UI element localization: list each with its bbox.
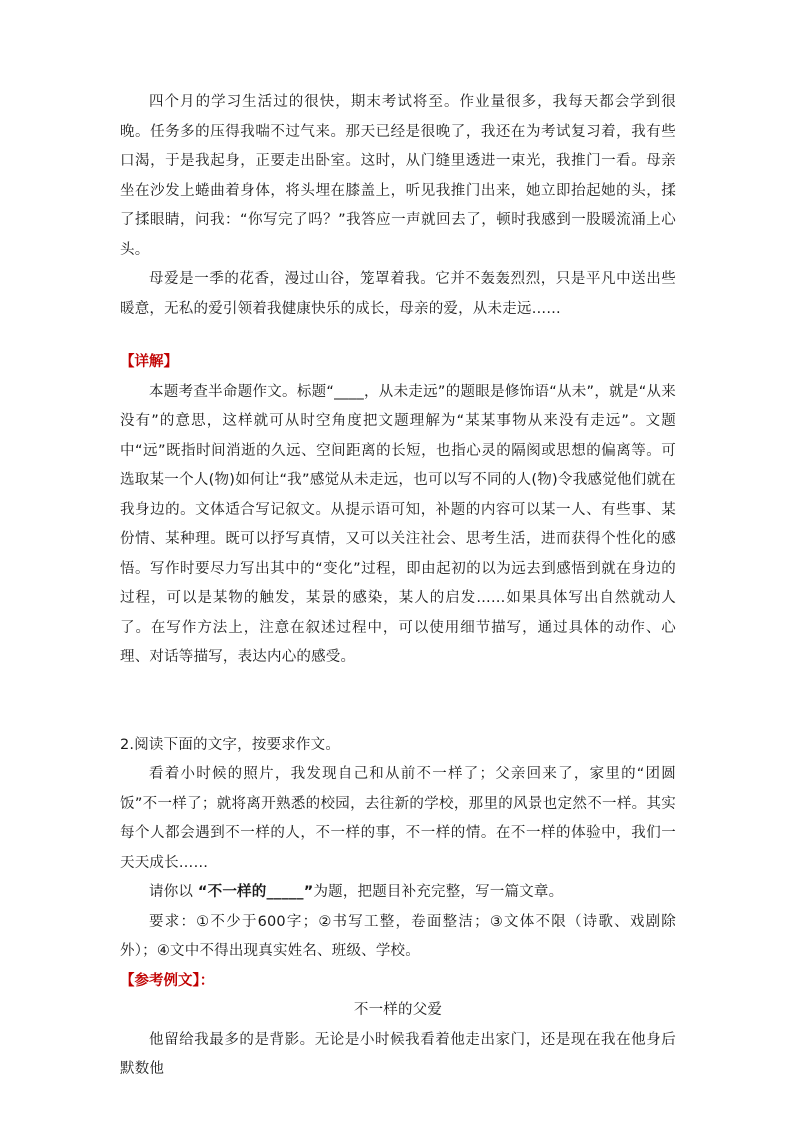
detail-text-a: 本题考查半命题作文。标题“	[149, 383, 335, 400]
instruction-text-a: 请你以	[149, 884, 198, 900]
detail-heading: 【详解】	[120, 354, 178, 370]
instruction-text-b: 为题，把题目补充完整，写一篇文章。	[313, 884, 564, 900]
reference-essay-paragraph-1: 他留给我最多的是背影。无论是小时候我看着他走出家门，还是现在我在他身后默数他	[120, 1031, 676, 1077]
question-2-prompt: 看着小时候的照片，我发现自己和从前不一样了；父亲回来了，家里的“团圆饭”不一样了；就将离开熟悉的校园，去往新的学校，那里的风景也定然不一样。其实每个人都会遇到不一样的人，不一样的事，不一样的情。在不一样的体验中，我们一天天成长……	[120, 766, 676, 871]
reference-essay-title: 不一样的父爱	[353, 1002, 443, 1018]
question-2-title: 2.阅读下面的文字，按要求作文。	[120, 736, 341, 753]
reference-essay-heading: 【参考例文】：	[120, 972, 215, 989]
instruction-title-end: ”	[303, 884, 314, 900]
question-2-instruction	[120, 878, 676, 908]
instruction-title-start: “不一样的	[197, 884, 267, 900]
essay-paragraph-1: 四个月的学习生活过的很快，期末考试将至。作业量很多，我每天都会学到很晚。任务多的压得我喘不过气来。那天已经是很晚了，我还在为考试复习着，我有些口渴，于是我起身，正要走出卧室。这时，从门缝里透进一束光，我推门一看。母亲坐在沙发上蜷曲着身体，将头埋在膝盖上，听见我推门出来，她立即抬起她的头，揉了揉眼睛，问我：“你写完了吗？”我答应一声就回去了，顿时我感到一股暖流涌上心头。	[120, 94, 676, 258]
detail-paragraph	[120, 378, 676, 673]
document-page	[120, 88, 676, 1085]
instruction-title-blank: _____	[266, 884, 304, 900]
detail-text-b: ，从未走远”的题眼是修饰语“从未”，就是“从来没有”的意思，这样就可从时空角度把文题理解为“某某事物从来没有走远”。文题中“远”既指时间消逝的久远、空间距离的长短，也指心灵的隔阂或思想的偏离等。可选取某一个人(物)如何让“我”感觉从未走远，也可以写不同的人(物)令我感觉他们就在我身边的。文体适合写记叙文。从提示语可知，补题的内容可以某一人、有些事、某份情、某种理。既可以抒写真情，又可以关注社会、思考生活，进而获得个性化的感悟。写作时要尽力写出其中的“变化”过程，即由起初的以为远去到感悟到就在身边的过程，可以是某物的触发，某景的感染，某人的启发……如果具体写出自然就动人了。在写作方法上，注意在叙述过程中，可以使用细节描写，通过具体的动作、心理、对话等描写，表达内心的感受。	[120, 383, 676, 665]
essay-paragraph-2: 母爱是一季的花香，漫过山谷，笼罩着我。它并不轰轰烈烈，只是平凡中送出些暖意，无私的爱引领着我健康快乐的成长，母亲的爱，从未走远……	[120, 271, 676, 317]
question-2-requirements: 要求：①不少于600字；②书写工整，卷面整洁；③文体不限（诗歌、戏剧除外）；④文中不得出现真实姓名、班级、学校。	[120, 913, 676, 959]
detail-blank: ____	[334, 383, 364, 400]
